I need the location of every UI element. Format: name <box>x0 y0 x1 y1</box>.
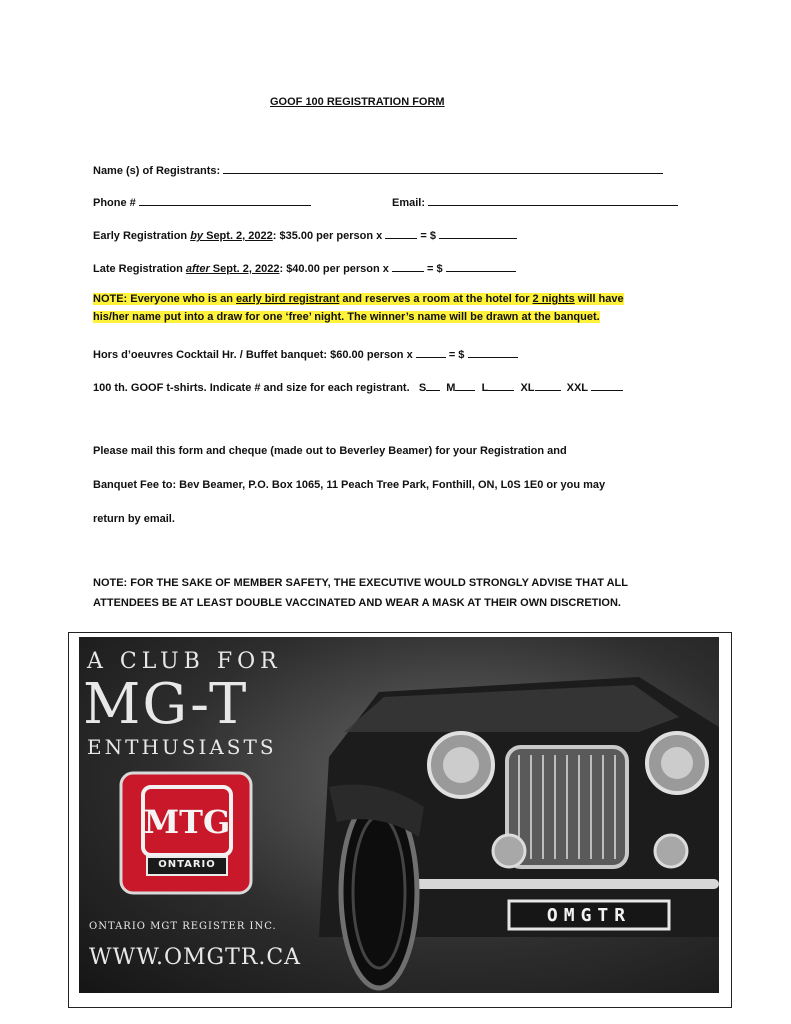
late-label: Late Registration <box>93 263 186 275</box>
license-plate: OMGTR <box>546 905 632 926</box>
size-xl-label: XL <box>520 382 535 394</box>
early-equals: = $ <box>420 230 436 242</box>
size-xxl-label: XXL <box>566 382 589 394</box>
banquet-total-field[interactable] <box>468 346 518 358</box>
safety-note-line-1: NOTE: FOR THE SAKE OF MEMBER SAFETY, THE EXECUTIVE WOULD STRONGLY ADVISE THAT ALL <box>93 577 628 589</box>
size-xxl-field[interactable] <box>591 379 623 391</box>
email-field[interactable] <box>428 194 678 206</box>
size-xl-field[interactable] <box>535 379 561 391</box>
mgt-heading: MG-T <box>83 672 249 737</box>
size-s-label: S <box>418 382 427 394</box>
form-title: GOOF 100 REGISTRATION FORM <box>270 96 445 108</box>
tshirt-row <box>93 379 623 395</box>
phone-label: Phone # <box>93 197 136 209</box>
size-s-field[interactable] <box>426 379 440 391</box>
banquet-equals: = $ <box>448 349 465 361</box>
register-name: ONTARIO MGT REGISTER INC. <box>89 921 277 932</box>
website-link[interactable]: WWW.OMGTR.CA <box>89 945 302 970</box>
late-total-field[interactable] <box>446 260 516 272</box>
enthusiasts-heading: ENTHUSIASTS <box>87 735 277 759</box>
mail-line-2: Banquet Fee to: Bev Beamer, P.O. Box 1065, 11 Peach Tree Park, Fonthill, ON, L0S 1E0 or you may <box>93 479 606 491</box>
badge-banner: ONTARIO <box>158 859 216 870</box>
phone-field[interactable] <box>139 194 311 206</box>
size-l-field[interactable] <box>488 379 514 391</box>
mail-line-3: return by email. <box>93 513 175 525</box>
early-date: Sept. 2, 2022 <box>203 230 273 242</box>
phone-row <box>93 194 311 210</box>
note-line-1: NOTE: Everyone who is an early bird registrant and reserves a room at the hotel for 2 nights will have <box>93 293 624 305</box>
early-label: Early Registration <box>93 230 191 242</box>
early-bird-note <box>93 292 624 328</box>
note-line-2: his/her name put into a draw for one ‘free’ night. The winner’s name will be drawn at the banquet. <box>93 311 600 323</box>
early-by: by <box>190 230 204 242</box>
email-row <box>392 194 678 210</box>
late-registration-row <box>93 260 516 276</box>
late-price: : $40.00 per person x <box>279 263 389 275</box>
badge-letters: MTG <box>143 803 231 841</box>
banquet-label: Hors d’oeuvres Cocktail Hr. / Buffet banquet: $60.00 person x <box>93 349 413 361</box>
names-row <box>93 162 663 178</box>
early-registration-row <box>93 227 517 243</box>
size-l-label: L <box>481 382 489 394</box>
size-m-label: M <box>446 382 456 394</box>
late-date: Sept. 2, 2022 <box>209 263 280 275</box>
late-after: after <box>185 263 210 275</box>
banquet-count-field[interactable] <box>416 346 446 358</box>
names-field[interactable] <box>223 162 663 174</box>
mail-line-1: Please mail this form and cheque (made out to Beverley Beamer) for your Registration and <box>93 445 567 457</box>
club-tagline: A CLUB FOR <box>87 649 282 674</box>
banquet-row <box>93 346 518 362</box>
late-count-field[interactable] <box>392 260 424 272</box>
email-label: Email: <box>392 197 426 209</box>
names-label: Name (s) of Registrants: <box>93 165 221 177</box>
tshirt-label: 100 th. GOOF t-shirts. Indicate # and size for each registrant. <box>93 382 410 394</box>
early-count-field[interactable] <box>385 227 417 239</box>
early-price: : $35.00 per person x <box>272 230 383 242</box>
size-m-field[interactable] <box>455 379 475 391</box>
safety-note-line-2: ATTENDEES BE AT LEAST DOUBLE VACCINATED AND WEAR A MASK AT THEIR OWN DISCRETION. <box>93 597 621 609</box>
early-total-field[interactable] <box>439 227 517 239</box>
late-equals: = $ <box>427 263 443 275</box>
club-photo <box>79 637 719 993</box>
